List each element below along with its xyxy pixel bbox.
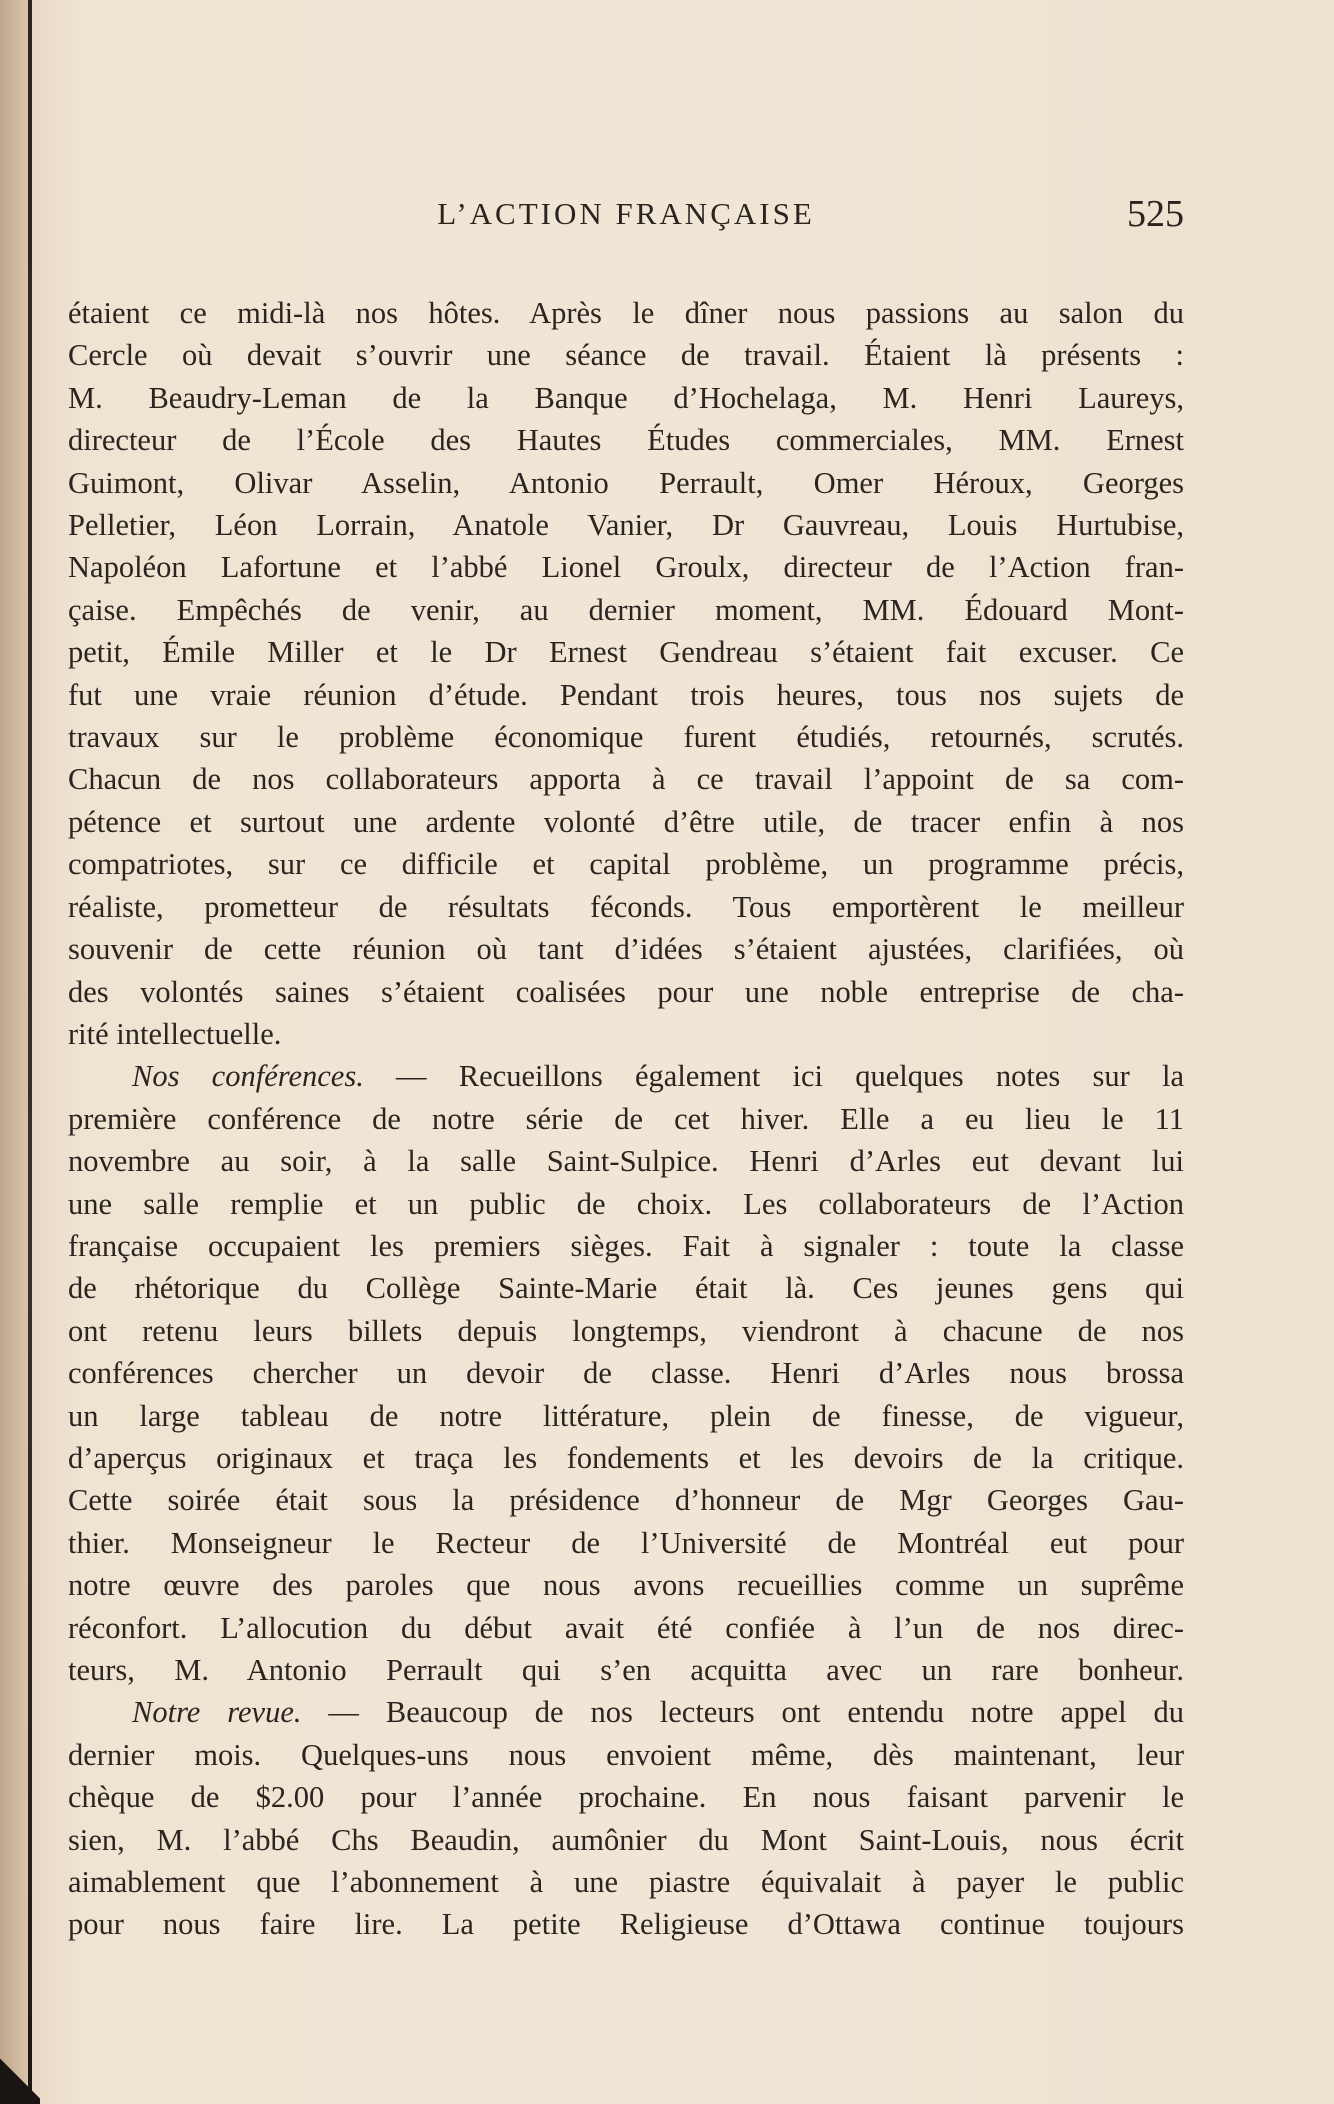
text-line: notre œuvre des paroles que nous avons recueillies comme un suprême — [68, 1568, 1184, 1603]
text-line: travaux sur le problème économique furent étudiés, retournés, scrutés. — [68, 720, 1184, 755]
text-line: Chacun de nos collaborateurs apporta à ce travail l’appoint de sa com- — [68, 762, 1184, 797]
binding-shadow — [0, 0, 28, 2104]
text-line: çaise. Empêchés de venir, au dernier moment, MM. Édouard Mont- — [68, 592, 1184, 627]
running-head — [68, 193, 1184, 242]
text-line: thier. Monseigneur le Recteur de l’Université de Montréal eut pour — [68, 1525, 1184, 1560]
paragraph — [68, 1691, 1184, 1945]
text-line: d’aperçus originaux et traça les fondements et les devoirs de la critique. — [68, 1440, 1184, 1475]
paragraph — [68, 1055, 1184, 1691]
paragraph — [68, 292, 1184, 1055]
text-line: novembre au soir, à la salle Saint-Sulpice. Henri d’Arles eut devant lui — [68, 1144, 1184, 1179]
text-fragment: — Recueillons également ici quelques notes sur la — [363, 1059, 1184, 1094]
text-line: ont retenu leurs billets depuis longtemps, viendront à chacune de nos — [68, 1313, 1184, 1348]
section-heading-revue: Notre revue. — [132, 1695, 302, 1730]
text-line: petit, Émile Miller et le Dr Ernest Gendreau s’étaient fait excuser. Ce — [68, 635, 1184, 670]
text-line: étaient ce midi-là nos hôtes. Après le dîner nous passions au salon du — [68, 296, 1184, 330]
text-line: Napoléon Lafortune et l’abbé Lionel Groulx, directeur de l’Action fran- — [68, 550, 1184, 585]
text-line: souvenir de cette réunion où tant d’idées s’étaient ajustées, clarifiées, où — [68, 932, 1184, 967]
text-line: pour nous faire lire. La petite Religieuse d’Ottawa continue toujours — [68, 1907, 1184, 1942]
text-line: rité intellectuelle. — [68, 1016, 282, 1051]
text-line — [68, 1691, 1184, 1733]
text-line: compatriotes, sur ce difficile et capital problème, un programme précis, — [68, 847, 1184, 882]
text-line: Cercle où devait s’ouvrir une séance de travail. Étaient là présents : — [68, 338, 1184, 373]
text-line: chèque de $2.00 pour l’année prochaine. En nous faisant parvenir le — [68, 1780, 1184, 1815]
text-line: Pelletier, Léon Lorrain, Anatole Vanier, Dr Gauvreau, Louis Hurtubise, — [68, 508, 1184, 543]
page-number: 525 — [1127, 193, 1184, 235]
text-line: teurs, M. Antonio Perrault qui s’en acquitta avec un rare bonheur. — [68, 1653, 1184, 1687]
text-line: aimablement que l’abonnement à une piastre équivalait à payer le public — [68, 1865, 1184, 1900]
text-line: pétence et surtout une ardente volonté d’être utile, de tracer enfin à nos — [68, 804, 1184, 839]
text-line: directeur de l’École des Hautes Études commerciales, MM. Ernest — [68, 423, 1184, 458]
text-line: sien, M. l’abbé Chs Beaudin, aumônier du Mont Saint-Louis, nous écrit — [68, 1822, 1184, 1857]
running-title: L’ACTION FRANÇAISE — [437, 196, 815, 231]
text-line: française occupaient les premiers sièges. Fait à signaler : toute la classe — [68, 1228, 1184, 1263]
text-line: un large tableau de notre littérature, plein de finesse, de vigueur, — [68, 1398, 1184, 1433]
section-heading-conferences: Nos conférences. — [132, 1059, 364, 1094]
text-fragment: — Beaucoup de nos lecteurs ont entendu notre appel du — [301, 1695, 1184, 1730]
text-line: Cette soirée était sous la présidence d’honneur de Mgr Georges Gau- — [68, 1483, 1184, 1518]
text-line: dernier mois. Quelques-uns nous envoient même, dès maintenant, leur — [68, 1737, 1184, 1772]
binding-edge — [28, 0, 32, 2104]
corner-shadow — [0, 2044, 40, 2104]
text-line: réconfort. L’allocution du début avait été confiée à l’un de nos direc- — [68, 1610, 1184, 1645]
text-line: fut une vraie réunion d’étude. Pendant trois heures, tous nos sujets de — [68, 677, 1184, 712]
text-line — [68, 1055, 1184, 1097]
text-line: des volontés saines s’étaient coalisées pour une noble entreprise de cha- — [68, 974, 1184, 1009]
text-line: conférences chercher un devoir de classe. Henri d’Arles nous brossa — [68, 1356, 1184, 1391]
text-line: Guimont, Olivar Asselin, Antonio Perrault, Omer Héroux, Georges — [68, 465, 1184, 500]
text-line: M. Beaudry-Leman de la Banque d’Hochelaga, M. Henri Laureys, — [68, 380, 1184, 415]
body-text — [68, 292, 1184, 1946]
text-line: de rhétorique du Collège Sainte-Marie était là. Ces jeunes gens qui — [68, 1271, 1184, 1306]
text-line: une salle remplie et un public de choix. Les collaborateurs de l’Action — [68, 1186, 1184, 1221]
text-line: réaliste, prometteur de résultats féconds. Tous emportèrent le meilleur — [68, 889, 1184, 924]
text-line: première conférence de notre série de cet hiver. Elle a eu lieu le 11 — [68, 1101, 1184, 1136]
